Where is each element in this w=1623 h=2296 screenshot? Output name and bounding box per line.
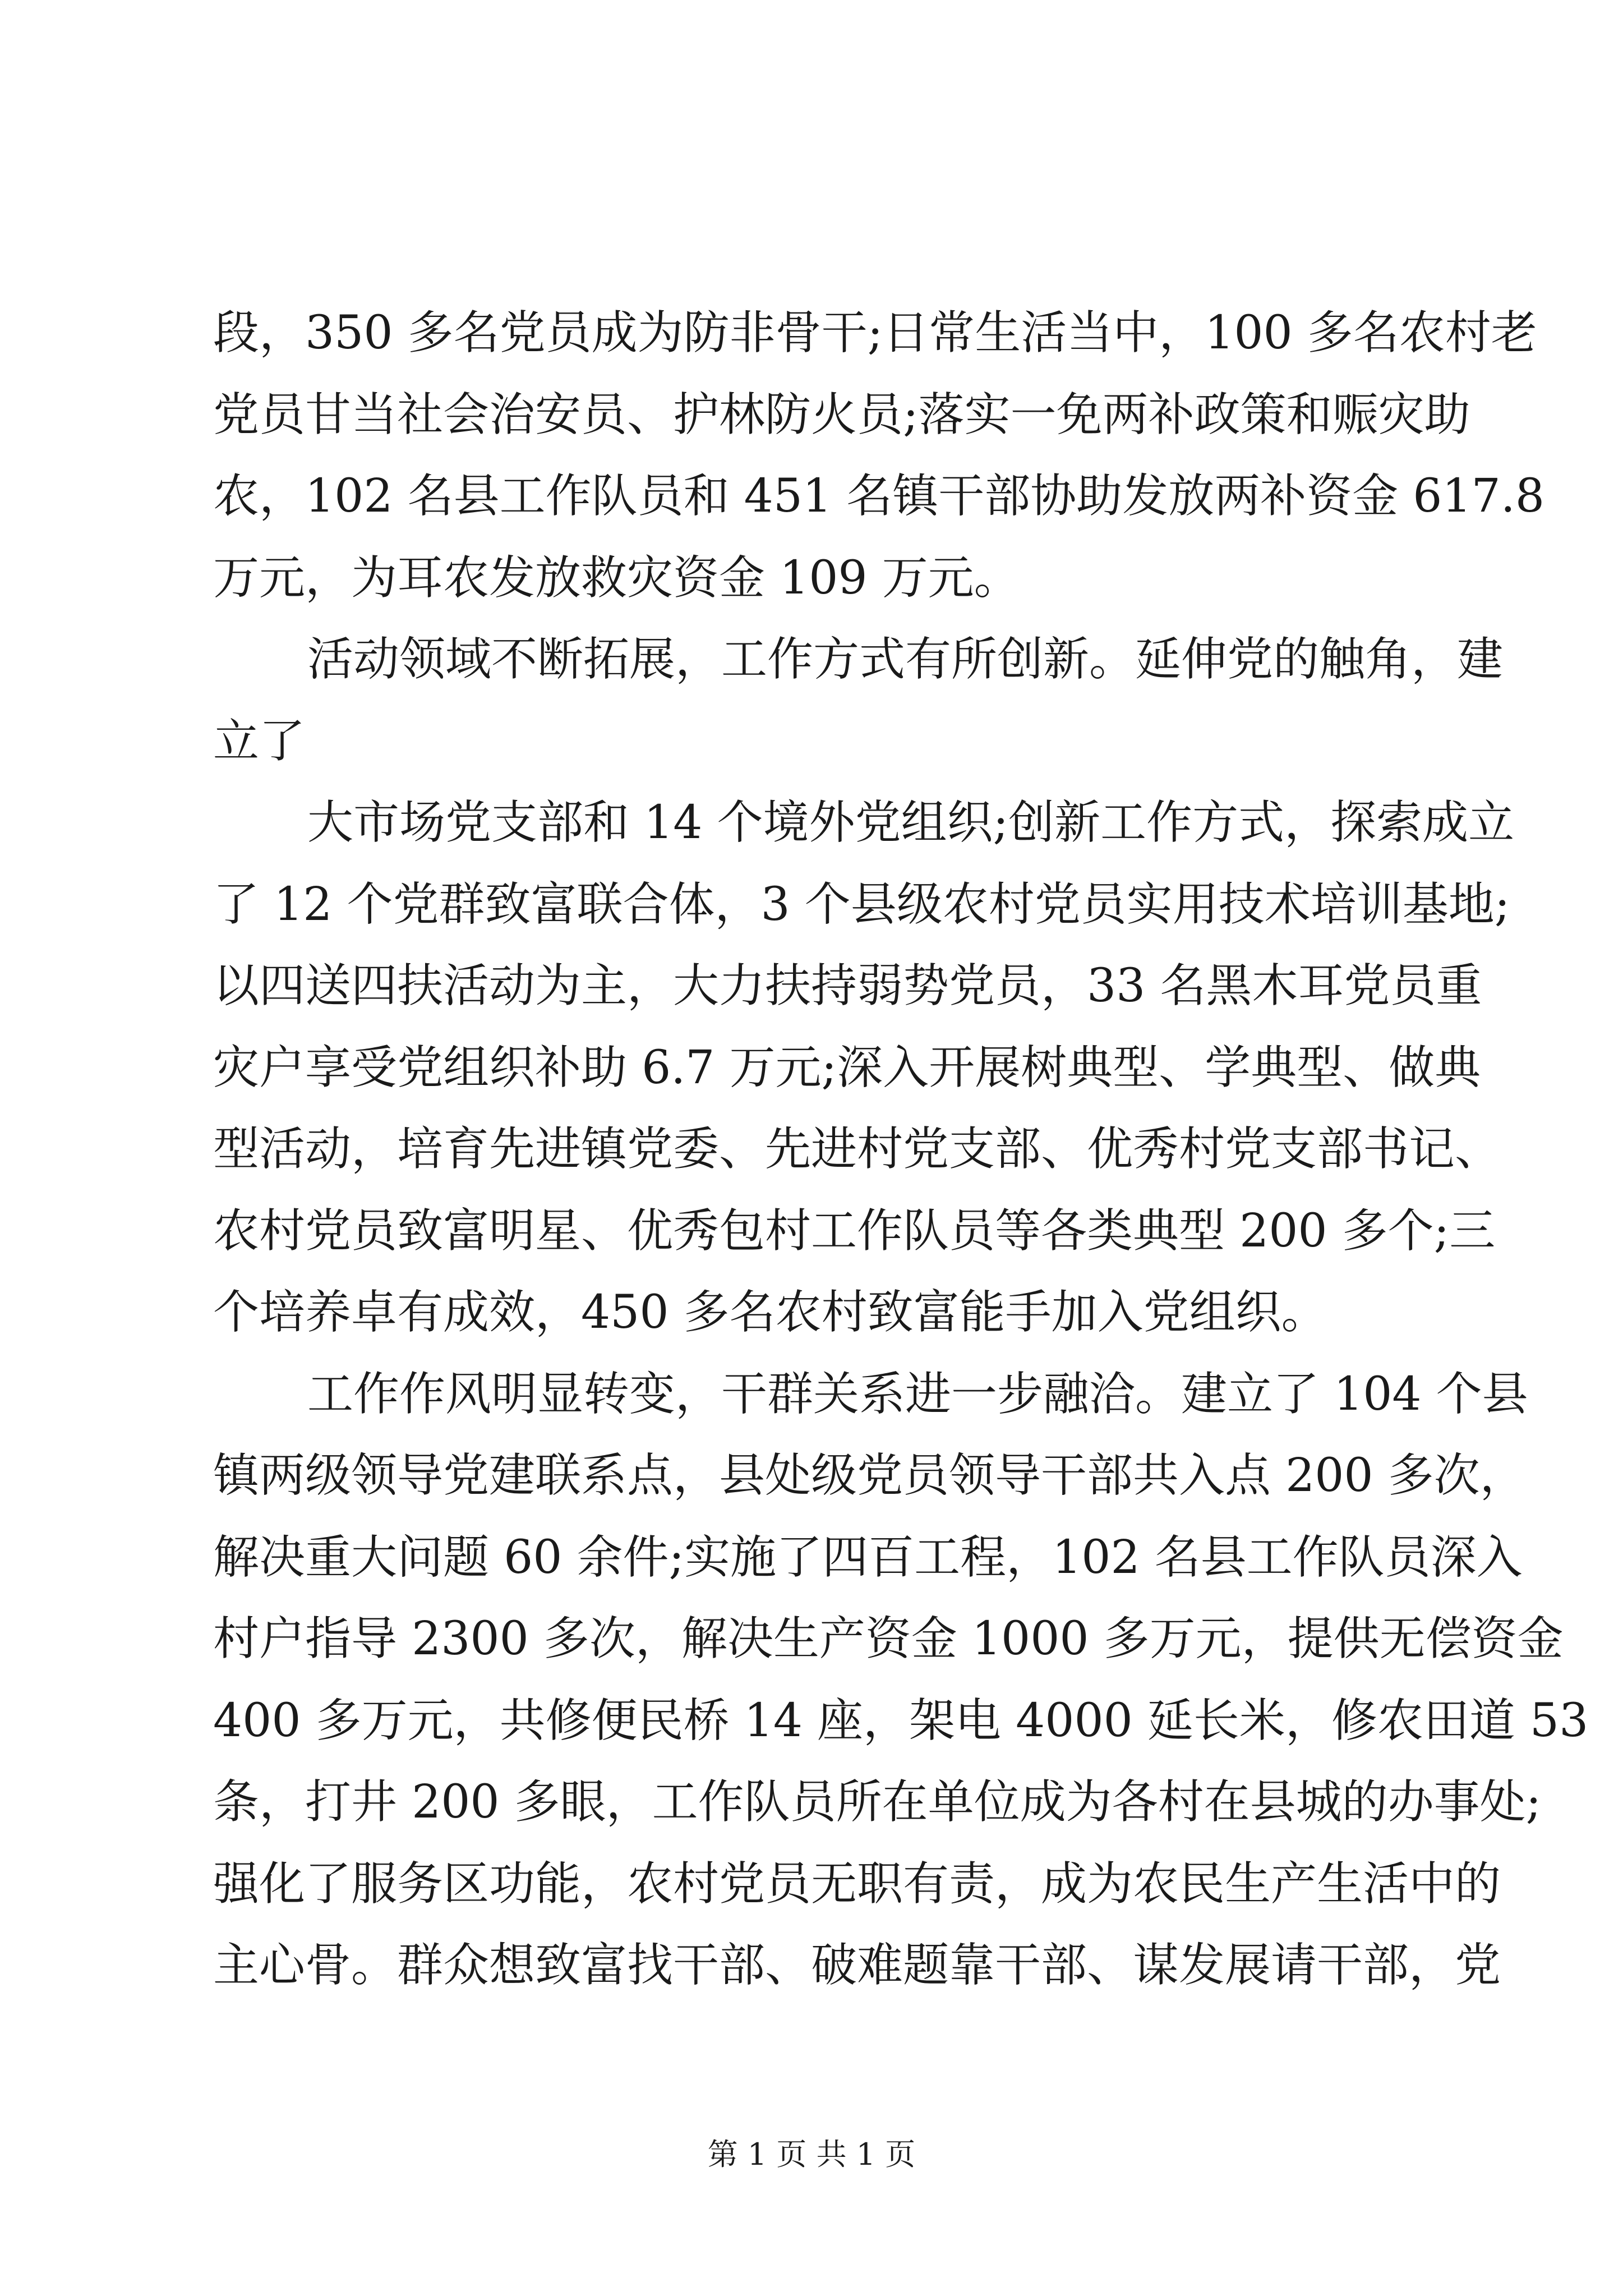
body-text-line: 了 12 个党群致富联合体，3 个县级农村党员实用技术培训基地; [213,878,1510,931]
body-text-line: 立了 [213,715,306,768]
body-text-line: 灾户享受党组织补助 6.7 万元;深入开展树典型、学典型、做典 [213,1041,1481,1094]
body-text-line: 解决重大问题 60 余件;实施了四百工程，102 名县工作队员深入 [213,1531,1523,1584]
body-text-line: 段，350 多名党员成为防非骨干;日常生活当中，100 多名农村老 [213,306,1537,360]
page-number-footer: 第 1 页 共 1 页 [707,2137,916,2172]
body-text-line: 主心骨。群众想致富找干部、破难题靠干部、谋发展请干部，党 [213,1939,1501,1992]
body-text-line: 条，打井 200 多眼，工作队员所在单位成为各村在县城的办事处; [213,1775,1542,1829]
body-text-line: 党员甘当社会治安员、护林防火员;落实一免两补政策和赈灾助 [213,388,1470,441]
paragraph-first-line: 工作作风明显转变，干群关系进一步融洽。建立了 104 个县 [307,1368,1528,1421]
body-text-line: 型活动，培育先进镇党委、先进村党支部、优秀村党支部书记、 [213,1122,1501,1176]
body-text-line: 强化了服务区功能，农村党员无职有责，成为农民生产生活中的 [213,1857,1501,1911]
body-text-line: 村户指导 2300 多次，解决生产资金 1000 多万元，提供无偿资金 [213,1612,1564,1665]
body-text-line: 400 多万元，共修便民桥 14 座，架电 4000 延长米，修农田道 53 [213,1694,1589,1747]
body-text-line: 镇两级领导党建联系点，县处级党员领导干部共入点 200 多次， [213,1449,1526,1502]
paragraph-first-line: 大市场党支部和 14 个境外党组织;创新工作方式，探索成立 [307,796,1515,849]
body-text-line: 以四送四扶活动为主，大力扶持弱势党员，33 名黑木耳党员重 [213,959,1482,1013]
body-text-line: 农村党员致富明星、优秀包村工作队员等各类典型 200 多个;三 [213,1204,1496,1258]
body-text-line: 个培养卓有成效，450 多名农村致富能手加入党组织。 [213,1286,1327,1339]
body-text-line: 农，102 名县工作队员和 451 名镇干部协助发放两补资金 617.8 [213,470,1545,523]
paragraph-first-line: 活动领域不断拓展，工作方式有所创新。延伸党的触角，建 [307,633,1504,686]
body-text-line: 万元，为耳农发放救灾资金 109 万元。 [213,551,1020,605]
